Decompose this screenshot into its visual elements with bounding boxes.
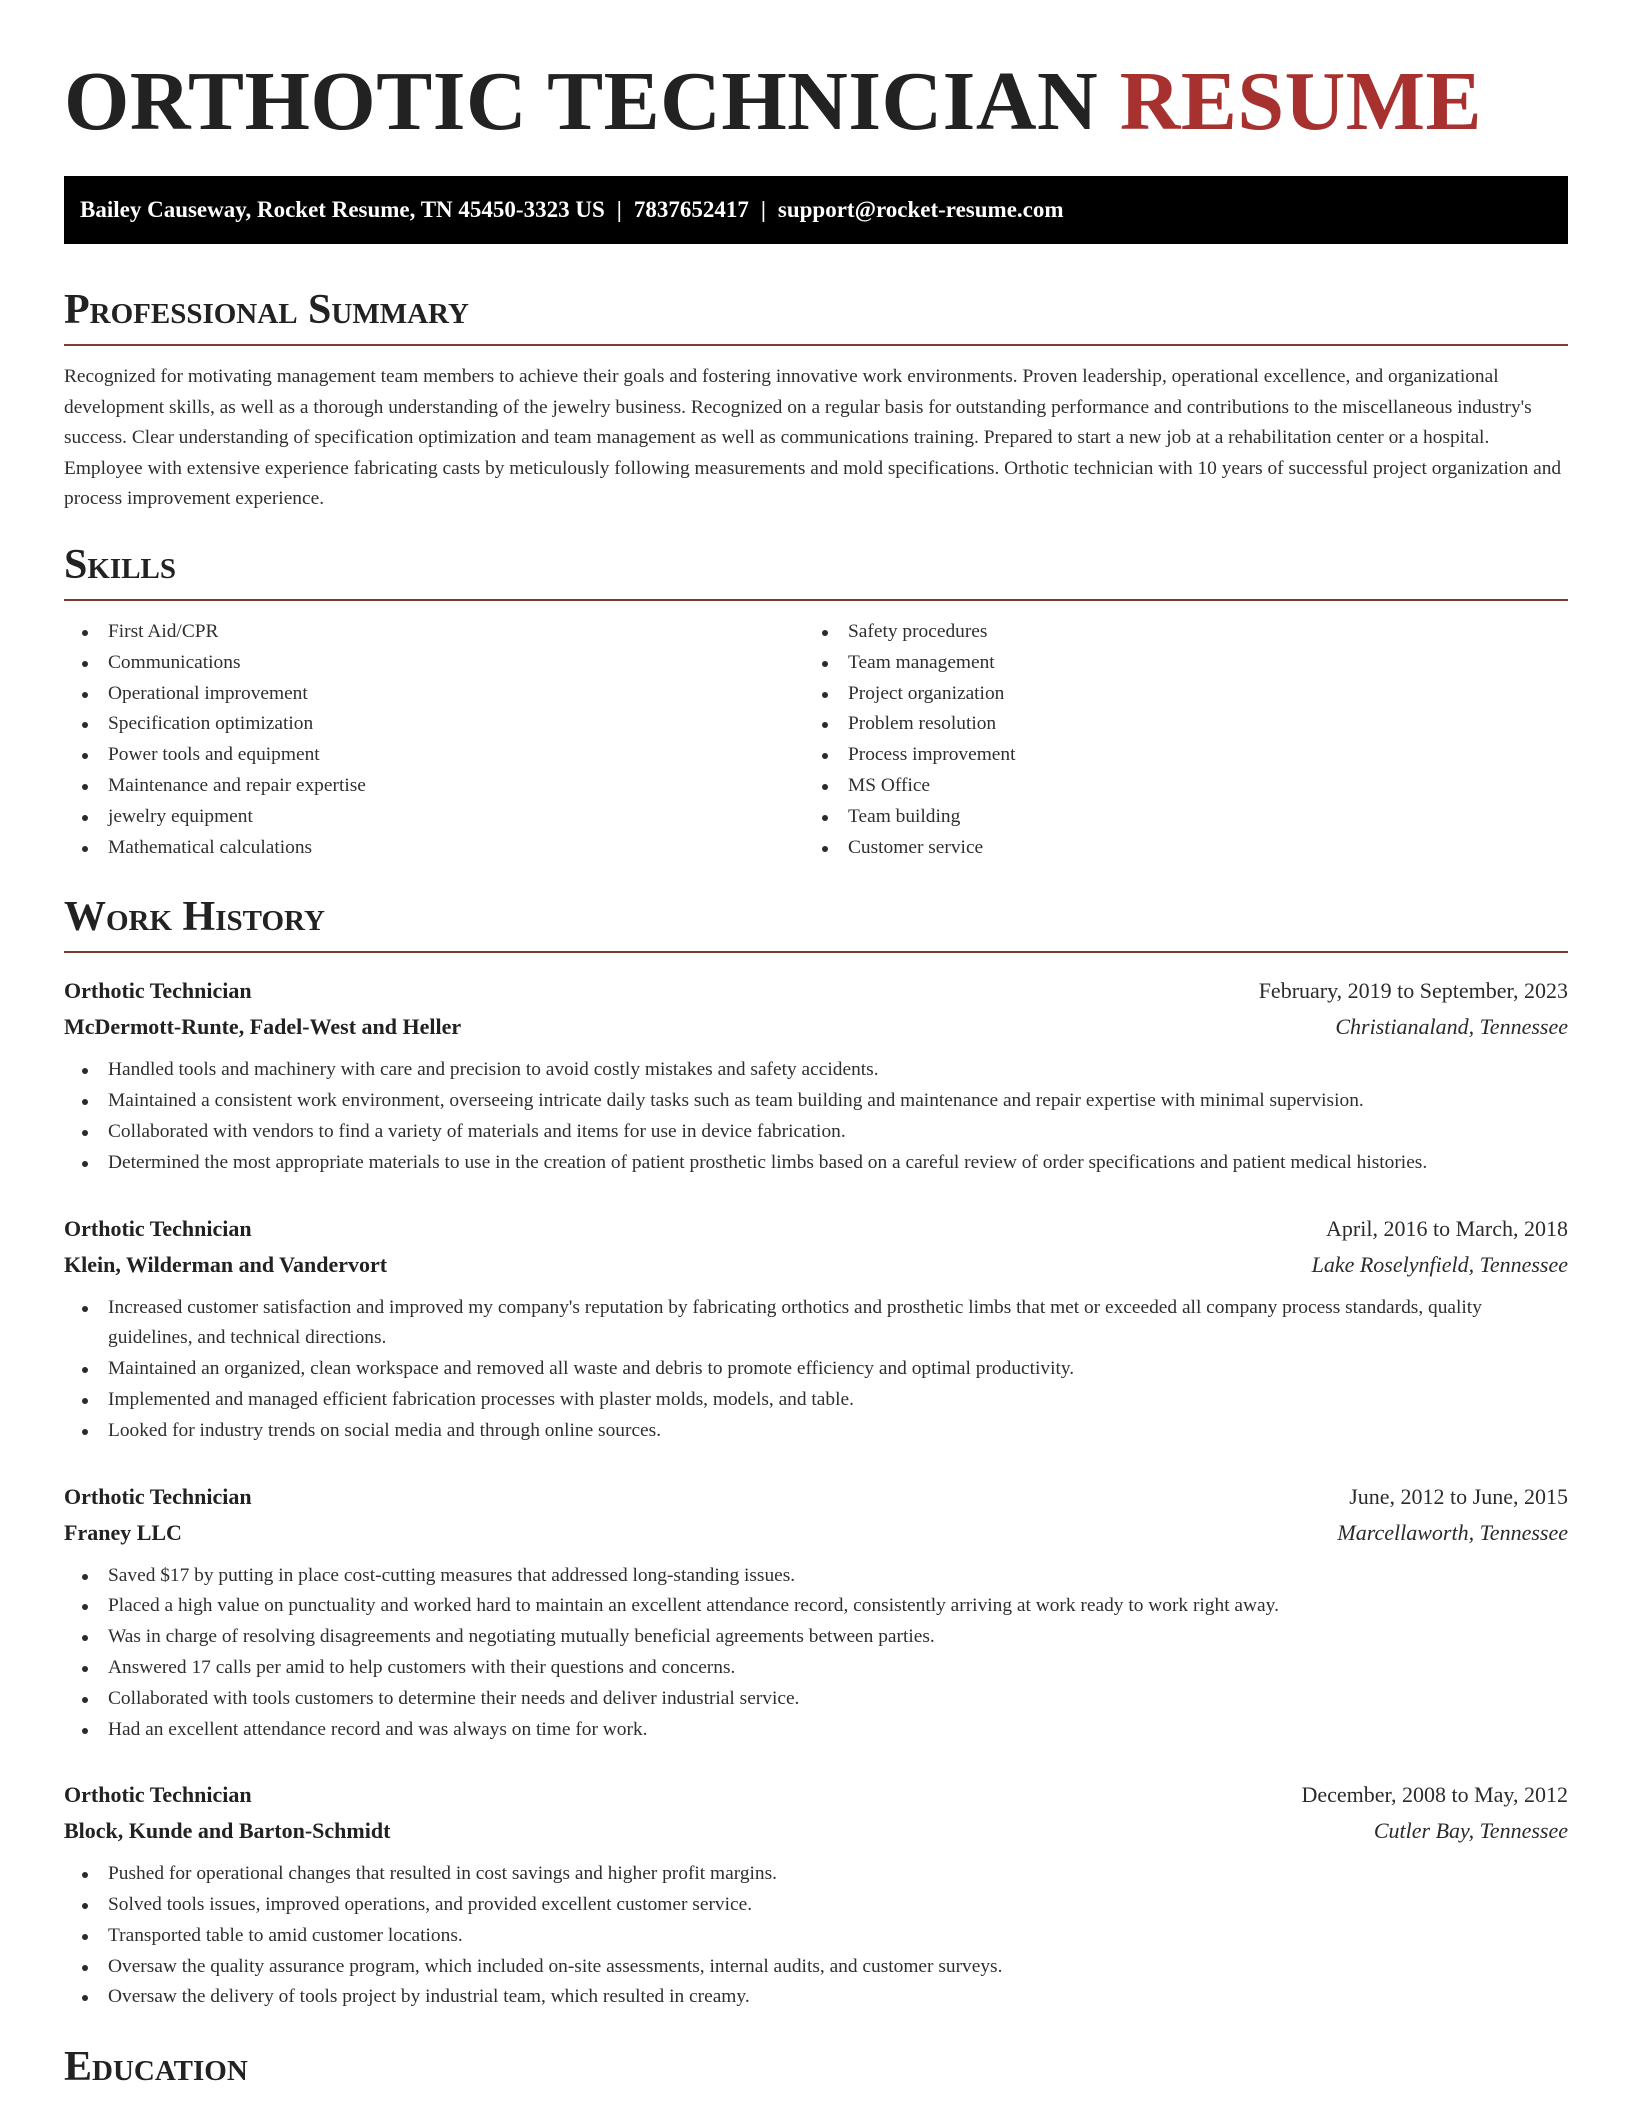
skill-item: Power tools and equipment — [64, 740, 804, 771]
skill-item: Project organization — [804, 679, 1544, 710]
job-company-row — [64, 1813, 1568, 1849]
skill-item: Customer service — [804, 833, 1544, 864]
job-dates: December, 2008 to May, 2012 — [1301, 1782, 1568, 1808]
job-bullets — [64, 1055, 1568, 1178]
job-bullet: Placed a high value on punctuality and worked hard to maintain an excellent attendance record, consistently arriving at work ready to work right away. — [64, 1591, 1568, 1622]
job-bullet: Oversaw the quality assurance program, which included on-site assessments, internal audits, and customer surveys. — [64, 1952, 1568, 1983]
skill-item: Mathematical calculations — [64, 833, 804, 864]
job-header-row — [64, 1479, 1568, 1515]
job-bullet: Maintained an organized, clean workspace and removed all waste and debris to promote efficiency and optimal productivity. — [64, 1354, 1568, 1385]
skill-item: MS Office — [804, 771, 1544, 802]
contact-address: Bailey Causeway, Rocket Resume, TN 45450-3323 US — [80, 197, 605, 222]
contact-phone: 7837652417 — [633, 197, 749, 222]
job-company-row — [64, 1009, 1568, 1045]
job-company: Block, Kunde and Barton-Schmidt — [64, 1818, 391, 1844]
job-bullet: Implemented and managed efficient fabrication processes with plaster molds, models, and table. — [64, 1385, 1568, 1416]
job-bullet: Determined the most appropriate materials to use in the creation of patient prosthetic limbs based on a careful review of order specifications and patient medical histories. — [64, 1148, 1568, 1179]
skill-item: Operational improvement — [64, 679, 804, 710]
job-bullet: Increased customer satisfaction and improved my company's reputation by fabricating orthotics and prosthetic limbs that met or exceeded all company process standards, quality guidelines, and technical directions. — [64, 1293, 1568, 1355]
skill-item: Specification optimization — [64, 709, 804, 740]
skill-item: jewelry equipment — [64, 802, 804, 833]
job-bullet: Oversaw the delivery of tools project by industrial team, which resulted in creamy. — [64, 1982, 1568, 2013]
section-divider — [64, 951, 1568, 953]
job-company-row — [64, 1247, 1568, 1283]
job-bullet: Collaborated with vendors to find a variety of materials and items for use in device fabrication. — [64, 1117, 1568, 1148]
skill-item: Process improvement — [804, 740, 1544, 771]
job-bullet: Maintained a consistent work environment, overseeing intricate daily tasks such as team building and maintenance and repair expertise with minimal supervision. — [64, 1086, 1568, 1117]
section-divider — [64, 344, 1568, 346]
summary-heading: Professional Summary — [64, 287, 469, 333]
job-entry — [64, 1211, 1568, 1447]
skills-heading: Skills — [64, 541, 177, 588]
contact-separator: | — [760, 197, 766, 222]
work-history-heading: Work History — [64, 894, 325, 941]
job-entry — [64, 973, 1568, 1178]
job-bullets — [64, 1561, 1568, 1746]
summary-text: Recognized for motivating management team members to achieve their goals and fostering innovative work environments. Proven leadership, operational excellence, and organizational development skills, as well as a thorough understanding of the jewelry business. Recognized on a regular basis for outstanding performance and contributions to the miscellaneous industry's success. Clear understanding of specification optimization and team management as well as communications training. Prepared to start a new job at a rehabilitation center or a hospital. Employee with extensive experience fabricating casts by meticulously following measurements and mold specifications. Orthotic technician with 10 years of successful project organization and process improvement experience. — [64, 366, 1562, 510]
job-header-row — [64, 1777, 1568, 1813]
job-bullet: Looked for industry trends on social media and through online sources. — [64, 1416, 1568, 1447]
job-bullet: Handled tools and machinery with care and precision to avoid costly mistakes and safety accidents. — [64, 1055, 1568, 1086]
title-main: ORTHOTIC TECHNICIAN — [64, 55, 1099, 148]
job-title: Orthotic Technician — [64, 1483, 252, 1509]
job-dates: February, 2019 to September, 2023 — [1258, 978, 1568, 1004]
job-bullet: Answered 17 calls per amid to help customers with their questions and concerns. — [64, 1653, 1568, 1684]
job-bullet: Collaborated with tools customers to determine their needs and deliver industrial service. — [64, 1684, 1568, 1715]
job-bullet: Saved $17 by putting in place cost-cutting measures that addressed long-standing issues. — [64, 1561, 1568, 1592]
job-entry — [64, 1777, 1568, 2013]
resume-title — [64, 0, 1568, 148]
job-title: Orthotic Technician — [64, 1215, 252, 1241]
contact-separator: | — [616, 197, 622, 222]
skills-column-right — [804, 617, 1544, 863]
section-divider — [64, 599, 1568, 601]
job-location: Marcellaworth, Tennessee — [1337, 1519, 1568, 1545]
job-bullet: Solved tools issues, improved operations, and provided excellent customer service. — [64, 1890, 1568, 1921]
job-header-row — [64, 973, 1568, 1009]
skills-column-left — [64, 617, 804, 863]
job-title: Orthotic Technician — [64, 1782, 252, 1808]
job-location: Cutler Bay, Tennessee — [1373, 1818, 1568, 1844]
job-dates: June, 2012 to June, 2015 — [1349, 1483, 1568, 1509]
skill-item: Team management — [804, 648, 1544, 679]
job-company: Franey LLC — [64, 1519, 182, 1545]
skill-item: Problem resolution — [804, 709, 1544, 740]
skill-item: Maintenance and repair expertise — [64, 771, 804, 802]
resume-page — [64, 0, 1568, 2091]
job-title: Orthotic Technician — [64, 978, 252, 1004]
job-bullet: Transported table to amid customer locations. — [64, 1921, 1568, 1952]
job-header-row — [64, 1211, 1568, 1247]
contact-email[interactable]: support@rocket-resume.com — [777, 197, 1064, 222]
job-bullet: Pushed for operational changes that resulted in cost savings and higher profit margins. — [64, 1859, 1568, 1890]
job-entry — [64, 1479, 1568, 1746]
education-heading: Education — [64, 2044, 248, 2091]
title-accent: RESUME — [1119, 55, 1483, 148]
job-bullet: Was in charge of resolving disagreements and negotiating mutually beneficial agreements between parties. — [64, 1622, 1568, 1653]
job-company-row — [64, 1515, 1568, 1551]
job-company: Klein, Wilderman and Vandervort — [64, 1251, 388, 1277]
job-company: McDermott-Runte, Fadel-West and Heller — [64, 1014, 462, 1040]
skills-grid — [64, 617, 1568, 863]
skill-item: First Aid/CPR — [64, 617, 804, 648]
skill-item: Communications — [64, 648, 804, 679]
skill-item: Team building — [804, 802, 1544, 833]
job-dates: April, 2016 to March, 2018 — [1326, 1215, 1568, 1241]
contact-bar — [64, 176, 1568, 244]
skill-item: Safety procedures — [804, 617, 1544, 648]
job-location: Christianaland, Tennessee — [1335, 1014, 1568, 1040]
job-bullets — [64, 1293, 1568, 1447]
job-bullet: Had an excellent attendance record and was always on time for work. — [64, 1715, 1568, 1746]
job-location: Lake Roselynfield, Tennessee — [1311, 1251, 1568, 1277]
job-bullets — [64, 1859, 1568, 2013]
